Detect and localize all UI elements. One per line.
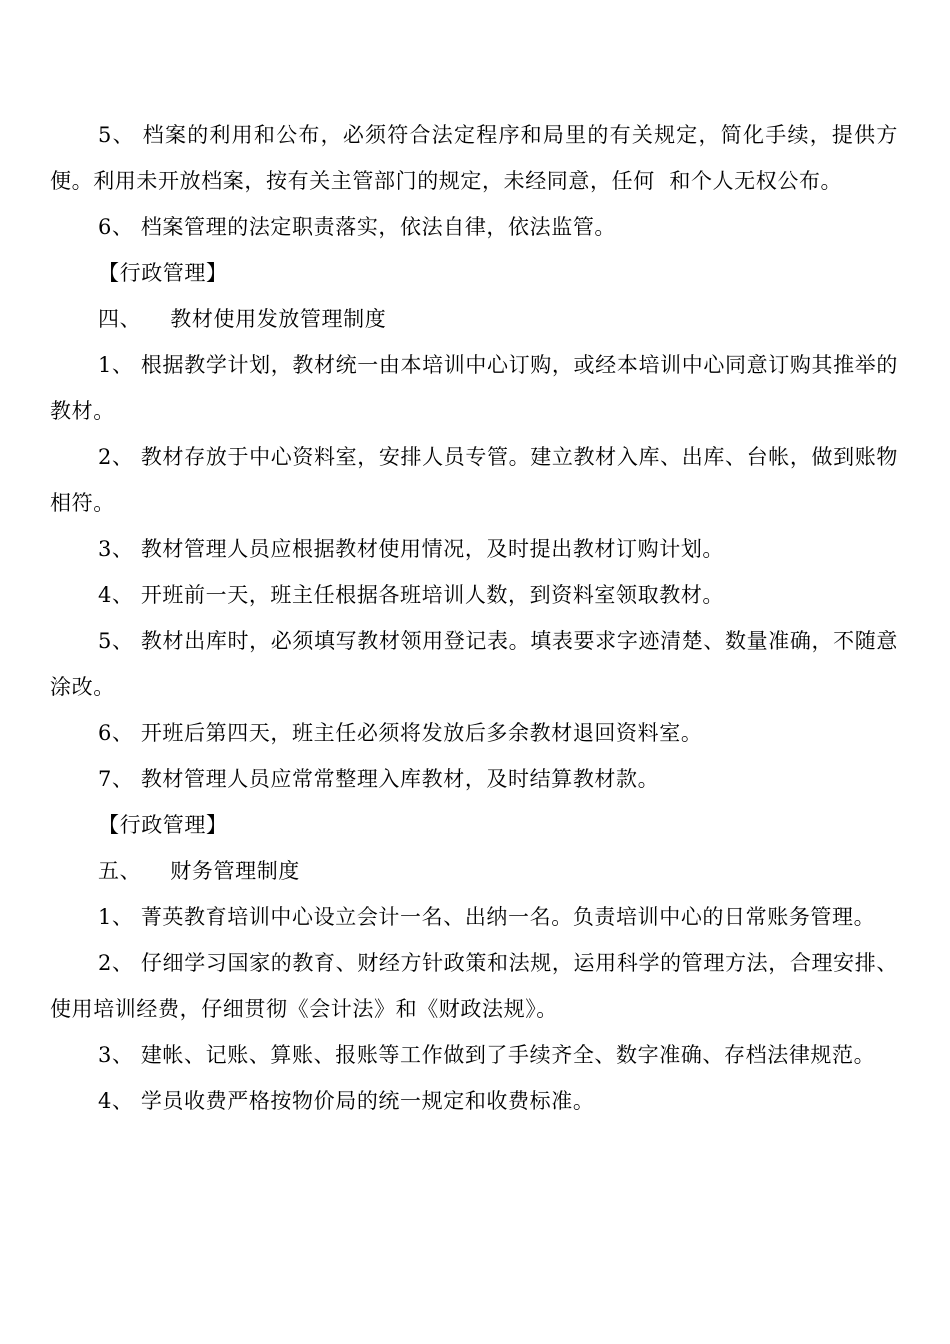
- paragraph-textbook-item-6: 6、 开班后第四天，班主任必须将发放后多余教材退回资料室。: [98, 721, 703, 745]
- paragraph-finance-item-1: 1、 菁英教育培训中心设立会计一名、出纳一名。负责培训中心的日常账务管理。: [98, 905, 876, 929]
- section-heading-textbook: 四、 教材使用发放管理制度: [98, 307, 387, 331]
- paragraph-textbook-item-1: 1、 根据教学计划，教材统一由本培训中心订购，或经本培训中心同意订购其推举的教材。: [50, 353, 898, 423]
- paragraph-textbook-item-2: 2、 教材存放于中心资料室，安排人员专管。建立教材入库、出库、台帐，做到账物相符。: [50, 445, 898, 515]
- paragraph-finance-item-3: 3、 建帐、记账、算账、报账等工作做到了手续齐全、数字准确、存档法律规范。: [98, 1043, 876, 1067]
- section-tag-admin: 【行政管理】: [98, 261, 228, 285]
- paragraph-archive-item-6: 6、 档案管理的法定职责落实，依法自律，依法监管。: [98, 215, 617, 239]
- paragraph-textbook-item-3: 3、 教材管理人员应根据教材使用情况，及时提出教材订购计划。: [98, 537, 725, 561]
- paragraph-textbook-item-4: 4、 开班前一天，班主任根据各班培训人数，到资料室领取教材。: [98, 583, 725, 607]
- paragraph-textbook-item-7: 7、 教材管理人员应常常整理入库教材，及时结算教材款。: [98, 767, 660, 791]
- paragraph-finance-item-2: 2、 仔细学习国家的教育、财经方针政策和法规，运用科学的管理方法，合理安排、使用培训经费，仔细贯彻《会计法》和《财政法规》。: [50, 951, 898, 1021]
- paragraph-archive-item-5: 5、 档案的利用和公布，必须符合法定程序和局里的有关规定，简化手续，提供方便。利用未开放档案，按有关主管部门的规定，未经同意，任何 和个人无权公布。: [50, 123, 898, 193]
- section-tag-admin: 【行政管理】: [98, 813, 228, 837]
- paragraph-textbook-item-5: 5、 教材出库时，必须填写教材领用登记表。填表要求字迹清楚、数量准确，不随意涂改。: [50, 629, 898, 699]
- paragraph-finance-item-4: 4、 学员收费严格按物价局的统一规定和收费标准。: [98, 1089, 595, 1113]
- section-heading-finance: 五、 财务管理制度: [98, 859, 300, 883]
- document-body: [50, 112, 898, 1124]
